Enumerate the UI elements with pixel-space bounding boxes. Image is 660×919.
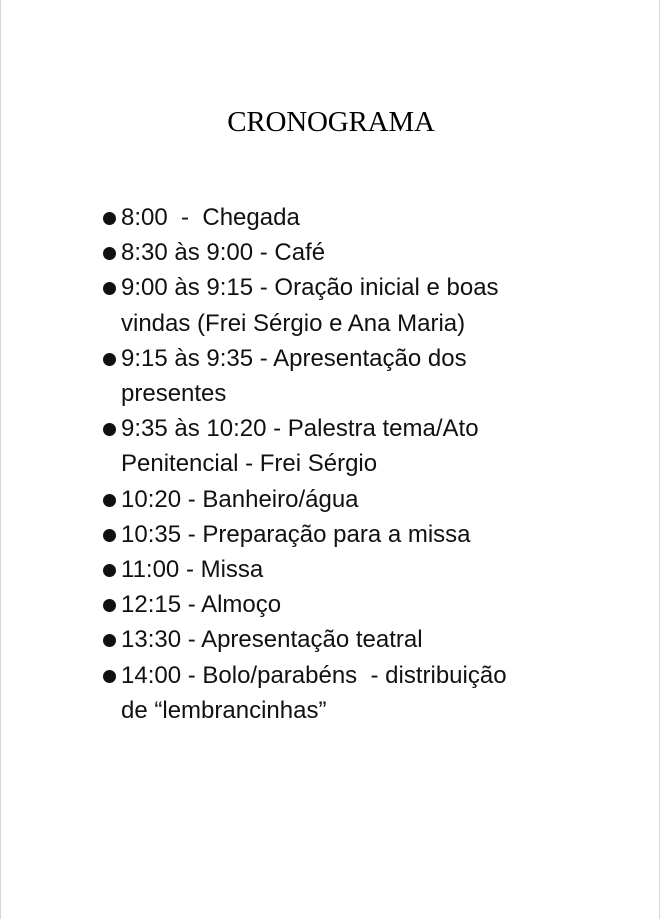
list-item bbox=[101, 270, 581, 340]
list-item bbox=[101, 658, 581, 728]
list-item-text-continued: de “lembrancinhas” bbox=[121, 696, 327, 724]
bullet-icon bbox=[103, 353, 116, 366]
list-item-text: 13:30 - Apresentação teatral bbox=[121, 626, 423, 654]
list-item bbox=[101, 552, 581, 587]
list-item bbox=[101, 517, 581, 552]
list-item-text: 10:35 - Preparação para a missa bbox=[121, 520, 471, 548]
list-item-text: 8:30 às 9:00 - Café bbox=[121, 239, 326, 267]
list-item-text: 9:00 às 9:15 - Oração inicial e boas bbox=[121, 274, 499, 302]
list-item bbox=[101, 411, 581, 481]
bullet-icon bbox=[103, 282, 116, 295]
bullet-icon bbox=[103, 564, 116, 577]
bullet-icon bbox=[103, 212, 116, 225]
bullet-icon bbox=[103, 423, 116, 436]
list-item-text: 10:20 - Banheiro/água bbox=[121, 485, 359, 513]
list-item bbox=[101, 200, 581, 235]
list-item-text: 8:00 - Chegada bbox=[121, 204, 300, 231]
list-item-text-continued: presentes bbox=[121, 380, 227, 408]
list-item-text: 9:35 às 10:20 - Palestra tema/Ato bbox=[121, 415, 479, 443]
list-item-text: 11:00 - Missa bbox=[121, 556, 264, 584]
list-item bbox=[101, 235, 581, 270]
list-item-text: 14:00 - Bolo/parabéns - distribuição bbox=[121, 661, 507, 689]
list-item-text-continued: vindas (Frei Sérgio e Ana Maria) bbox=[121, 309, 466, 337]
list-item-text: 9:15 às 9:35 - Apresentação dos bbox=[121, 344, 467, 372]
list-item bbox=[101, 587, 581, 622]
bullet-icon bbox=[103, 247, 116, 260]
bullet-icon bbox=[103, 599, 116, 612]
page-title: CRONOGRAMA bbox=[227, 106, 435, 138]
bullet-icon bbox=[103, 494, 116, 507]
bullet-icon bbox=[103, 529, 116, 542]
list-item bbox=[101, 622, 581, 657]
list-item bbox=[101, 482, 581, 517]
bullet-icon bbox=[103, 670, 116, 683]
schedule-list bbox=[101, 200, 581, 728]
bullet-icon bbox=[103, 634, 116, 647]
list-item-text: 12:15 - Almoço bbox=[121, 591, 282, 619]
list-item-text-continued: Penitencial - Frei Sérgio bbox=[121, 450, 378, 478]
list-item bbox=[101, 341, 581, 411]
